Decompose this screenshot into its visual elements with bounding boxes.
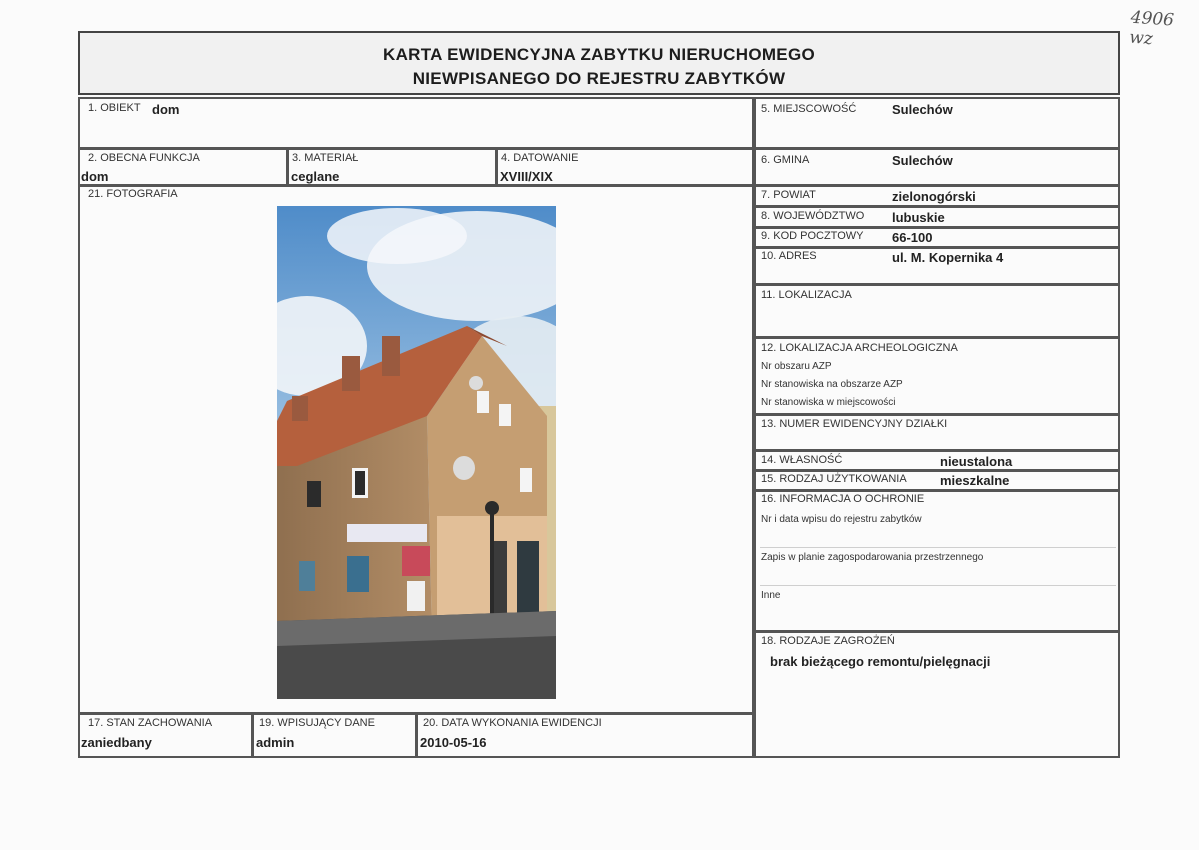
field-label: 17. STAN ZACHOWANIA [88,717,213,729]
field-label: 21. FOTOGRAFIA [88,188,178,200]
field-label: 15. RODZAJ UŻYTKOWANIA [761,473,907,485]
field-numer-dzialki [754,414,1120,451]
divider [760,547,1116,548]
field-label: 10. ADRES [761,250,817,262]
archeo-line: Nr stanowiska na obszarze AZP [761,379,903,390]
field-value: admin [256,735,295,750]
field-miejscowosc [754,97,1120,149]
building-photo [277,206,556,699]
field-label: 2. OBECNA FUNKCJA [88,152,200,164]
field-wpisujacy-dane [252,713,417,758]
field-material [287,148,497,186]
ochrona-line: Zapis w planie zagospodarowania przestrzennego [761,552,984,563]
field-lokalizacja-archeologiczna [754,337,1120,415]
field-value: nieustalona [940,454,1013,469]
ochrona-line: Inne [761,590,781,601]
archeo-line: Nr obszaru AZP [761,361,832,372]
field-value: 66-100 [892,230,933,245]
title-line-1: KARTA EWIDENCYJNA ZABYTKU NIERUCHOMEGO [383,45,815,64]
field-value: ceglane [291,169,340,184]
field-label: 5. MIEJSCOWOŚĆ [761,103,857,115]
field-informacja-o-ochronie [754,490,1120,632]
field-label: 16. INFORMACJA O OCHRONIE [761,493,925,505]
field-powiat [754,185,1120,207]
field-label: 1. OBIEKT [88,102,141,114]
field-label: 9. KOD POCZTOWY [761,230,864,242]
field-label: 4. DATOWANIE [501,152,579,164]
field-adres [754,247,1120,285]
field-datowanie [496,148,754,186]
handwritten-annotation: 4906 wz [1128,7,1175,50]
field-value: zielonogórski [892,189,976,204]
field-value: mieszkalne [940,473,1010,488]
field-value: dom [152,102,180,117]
field-stan-zachowania [78,713,253,758]
field-value: zaniedbany [81,735,152,750]
field-obiekt [78,97,754,149]
field-label: 3. MATERIAŁ [292,152,359,164]
field-lokalizacja [754,284,1120,338]
field-label: 12. LOKALIZACJA ARCHEOLOGICZNA [761,342,958,354]
field-wlasnosc [754,450,1120,471]
field-label: 20. DATA WYKONANIA EWIDENCJI [423,717,602,729]
field-value: ul. M. Kopernika 4 [892,250,1004,265]
field-data-wykonania [416,713,754,758]
field-value: 2010-05-16 [420,735,487,750]
field-label: 19. WPISUJĄCY DANE [259,717,375,729]
field-rodzaj-uzytkowania [754,470,1120,491]
field-kod-pocztowy [754,227,1120,248]
field-label: 8. WOJEWÓDZTWO [761,210,865,222]
field-value: Sulechów [892,153,953,168]
field-funkcja [78,148,288,186]
field-label: 6. GMINA [761,154,810,166]
field-value: XVIII/XIX [500,169,553,184]
field-value: dom [81,169,109,184]
field-value: lubuskie [892,210,945,225]
field-value: brak bieżącego remontu/pielęgnacji [770,654,991,669]
field-label: 13. NUMER EWIDENCYJNY DZIAŁKI [761,418,948,430]
field-wojewodztwo [754,206,1120,228]
divider [760,585,1116,586]
field-gmina [754,148,1120,186]
ochrona-line: Nr i data wpisu do rejestru zabytków [761,514,922,525]
field-rodzaje-zagrozen [754,631,1120,758]
archeo-line: Nr stanowiska w miejscowości [761,397,896,408]
title-line-2: NIEWPISANEGO DO REJESTRU ZABYTKÓW [412,69,786,88]
card-header [78,31,1120,95]
field-label: 7. POWIAT [761,189,816,201]
field-label: 14. WŁASNOŚĆ [761,454,843,466]
field-label: 11. LOKALIZACJA [761,289,852,301]
field-label: 18. RODZAJE ZAGROŻEŃ [761,635,895,647]
field-value: Sulechów [892,102,953,117]
